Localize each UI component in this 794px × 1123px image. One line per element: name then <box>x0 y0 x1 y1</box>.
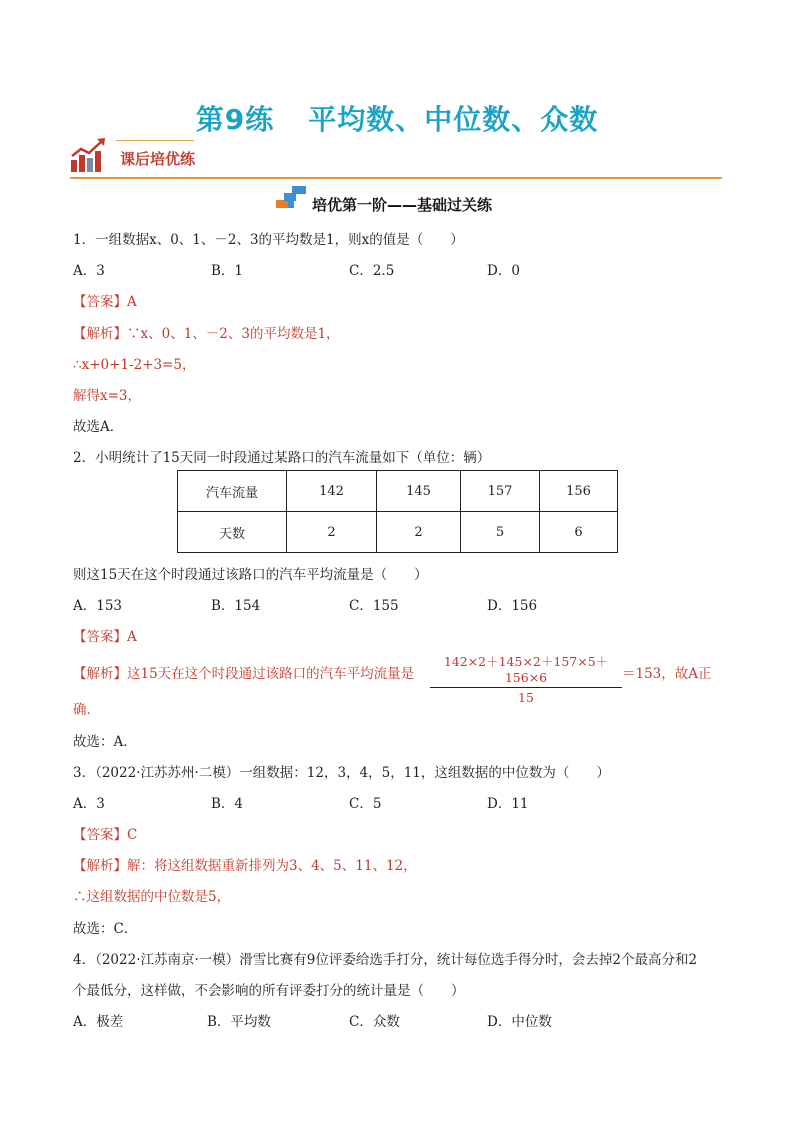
table-cell: 5 <box>461 512 540 553</box>
q2-option-c: C．155 <box>349 598 399 614</box>
q1-analysis-3: 解得x=3， <box>73 388 142 404</box>
analysis-label: 【解析】 <box>73 858 127 874</box>
q4-option-a: A．极差 <box>73 1014 124 1030</box>
q2-option-d: D．156 <box>487 598 538 614</box>
page-title <box>0 98 794 138</box>
q2-stem: 2．小明统计了15天同一时段通过某路口的汽车流量如下（单位：辆） <box>73 450 491 466</box>
title-main: 第9练 <box>195 103 275 136</box>
table-cell: 2 <box>287 512 377 553</box>
table-cell: 6 <box>540 512 618 553</box>
chart-growth-icon <box>70 138 110 172</box>
q3-stem: 3．（2022·江苏苏州·二模）一组数据：12，3，4，5，11，这组数据的中位数为（ ） <box>73 765 610 781</box>
q2-option-a: A．153 <box>73 598 123 614</box>
header-accent-line <box>116 140 194 141</box>
q1-analysis-2: ∴x+0+1-2+3=5， <box>73 357 196 373</box>
table-cell: 天数 <box>178 512 287 553</box>
answer-value: C <box>127 827 138 843</box>
q1-conclusion: 故选A． <box>73 419 124 435</box>
q3-option-d: D．11 <box>487 796 529 812</box>
table-cell: 142 <box>287 471 377 512</box>
q4-option-d: D．中位数 <box>487 1014 552 1030</box>
q2-analysis-cont: 确． <box>73 702 100 718</box>
q2-option-b: B．154 <box>211 598 261 614</box>
q4-stem-line2: 个最低分，这样做，不会影响的所有评委打分的统计量是（ ） <box>73 983 465 999</box>
q2-conclusion: 故选：A． <box>73 734 137 750</box>
analysis-text: 这15天在这个时段通过该路口的汽车平均流量是 <box>127 666 415 682</box>
q1-option-d: D．0 <box>487 263 520 279</box>
table-row <box>178 512 618 553</box>
q4-option-c: C．众数 <box>349 1014 400 1030</box>
q2-analysis-post: ＝153，故A正 <box>622 666 712 682</box>
section-title: 培优第一阶——基础过关练 <box>312 196 493 214</box>
q3-analysis-2: ∴这组数据的中位数是5， <box>73 889 231 905</box>
q2-answer <box>73 625 137 645</box>
q3-option-b: B．4 <box>211 796 244 812</box>
q1-answer <box>73 290 137 310</box>
q2-fraction <box>430 652 622 705</box>
table-cell: 157 <box>461 471 540 512</box>
q3-option-c: C．5 <box>349 796 382 812</box>
table-cell: 145 <box>377 471 461 512</box>
title-sub: 平均数、中位数、众数 <box>308 103 599 136</box>
q1-option-b: B．1 <box>211 263 244 279</box>
traffic-table <box>177 470 618 553</box>
analysis-label: 【解析】 <box>73 326 127 342</box>
q1-analysis-1 <box>73 322 340 342</box>
fraction-denominator: 15 <box>518 690 534 705</box>
q1-stem: 1．一组数据x、0、1、－2、3的平均数是1，则x的值是（ ） <box>73 232 464 248</box>
answer-value: A <box>127 294 137 310</box>
answer-label: 【答案】 <box>73 827 127 843</box>
q3-answer <box>73 823 137 843</box>
q3-analysis-1 <box>73 854 417 874</box>
answer-label: 【答案】 <box>73 294 127 310</box>
table-cell: 2 <box>377 512 461 553</box>
analysis-label: 【解析】 <box>73 666 127 682</box>
q2-stem2: 则这15天在这个时段通过该路口的汽车平均流量是（ ） <box>73 567 428 583</box>
answer-value: A <box>127 629 137 645</box>
section-header-label: 课后培优练 <box>120 150 196 168</box>
analysis-text: ∵x、0、1、－2、3的平均数是1， <box>127 326 340 342</box>
fraction-bar <box>430 687 622 688</box>
table-cell: 156 <box>540 471 618 512</box>
q4-option-b: B．平均数 <box>207 1014 271 1030</box>
stairs-icon <box>276 184 308 208</box>
header-divider <box>70 177 722 179</box>
q1-option-c: C．2.5 <box>349 263 395 279</box>
q4-stem-line1: 4．（2022·江苏南京·一模）滑雪比赛有9位评委给选手打分，统计每位选手得分时，会去掉2个最高分和2 <box>73 952 698 968</box>
table-cell: 汽车流量 <box>178 471 287 512</box>
answer-label: 【答案】 <box>73 629 127 645</box>
table-row <box>178 471 618 512</box>
analysis-text: 解：将这组数据重新排列为3、4、5、11、12， <box>127 858 417 874</box>
q2-analysis <box>73 662 414 682</box>
fraction-numerator: 142×2＋145×2＋157×5＋156×6 <box>443 654 609 685</box>
q3-conclusion: 故选：C． <box>73 921 138 937</box>
q1-option-a: A．3 <box>73 263 105 279</box>
q3-option-a: A．3 <box>73 796 105 812</box>
